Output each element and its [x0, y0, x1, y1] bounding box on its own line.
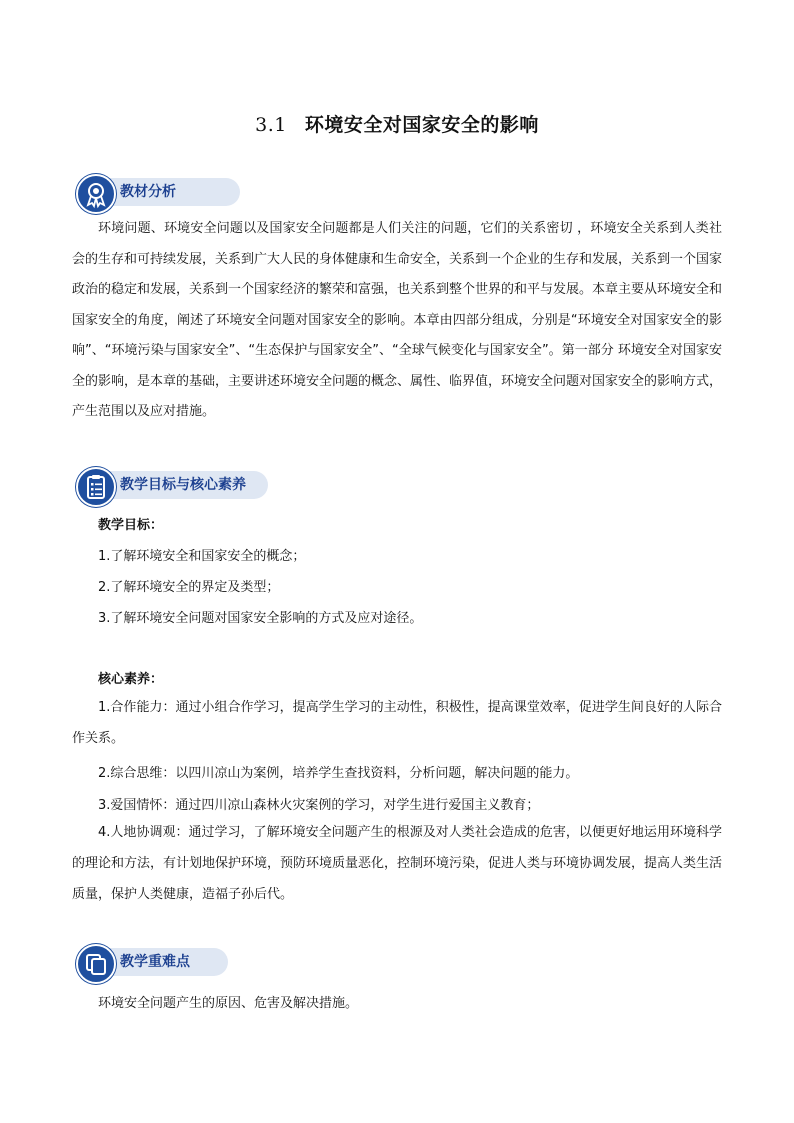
section-heading-label: 教学目标与核心素养 [86, 471, 268, 499]
core-item-text: 1.合作能力：通过小组合作学习，提高学生学习的主动性，积极性，提高课堂效率，促进学生间良好的人际合作关系。 [72, 700, 722, 746]
key-points-text: 环境安全问题产生的原因、危害及解决措施。 [98, 996, 359, 1011]
core-item: 2.综合思维：以四川凉山为案例，培养学生查找资料，分析问题，解决问题的能力。 [98, 766, 579, 781]
core-item: 3.爱国情怀：通过四川凉山森林火灾案例的学习，对学生进行爱国主义教育； [98, 798, 540, 813]
clipboard-checklist-icon [76, 467, 116, 507]
goal-item: 1.了解环境安全和国家安全的概念； [98, 549, 306, 564]
goals-label: 教学目标： [98, 518, 164, 533]
documents-icon [76, 944, 116, 984]
core-item [72, 692, 722, 754]
core-item-text: 4.人地协调观：通过学习，了解环境安全问题产生的根源及对人类社会造成的危害，以便更好地运用环境科学的理论和方法，有计划地保护环境，预防环境质量恶化，控制环境污染，促进人类与环境协调发展，提高人类生活质量，保护人类健康，造福子孙后代。 [72, 825, 723, 902]
analysis-text: 环境问题、环境安全问题以及国家安全问题都是人们关注的问题，它们的关系密切 ，环境安全关系到人类社会的生存和可持续发展，关系到广大人民的身体健康和生命安全，关系到一个企业的生存和发展，关系到一个国家政治的稳定和发展，关系到一个国家经济的繁荣和富强，也关系到整个世界的和平与发展。本章主要从环境安全和国家安全的角度，阐述了环境安全问题对国家安全的影响。本章由四部分组成，分别是“环境安全对国家安全的影响”、“环境污染与国家安全”、“生态保护与国家安全”、“全球气候变化与国家安全”。第一部分 环境安全对国家安全的影响，是本章的基础，主要讲述环境安全问题的概念、属性、临界值，环境安全问题对国家安全的影响方式，产生范围以及应对措施。 [72, 221, 723, 419]
section-number: 3.1 [255, 114, 287, 136]
section-heading-label: 教材分析 [86, 178, 240, 206]
goal-item: 2.了解环境安全的界定及类型； [98, 580, 280, 595]
goal-item: 3.了解环境安全问题对国家安全影响的方式及应对途径。 [98, 611, 423, 626]
core-item [72, 817, 722, 910]
award-ribbon-icon [76, 174, 116, 214]
title-text: 环境安全对国家安全的影响 [304, 114, 539, 136]
core-label: 核心素养： [98, 672, 164, 687]
analysis-paragraph [72, 214, 722, 428]
section-heading-label: 教学重难点 [86, 948, 228, 976]
page-title [0, 110, 794, 137]
